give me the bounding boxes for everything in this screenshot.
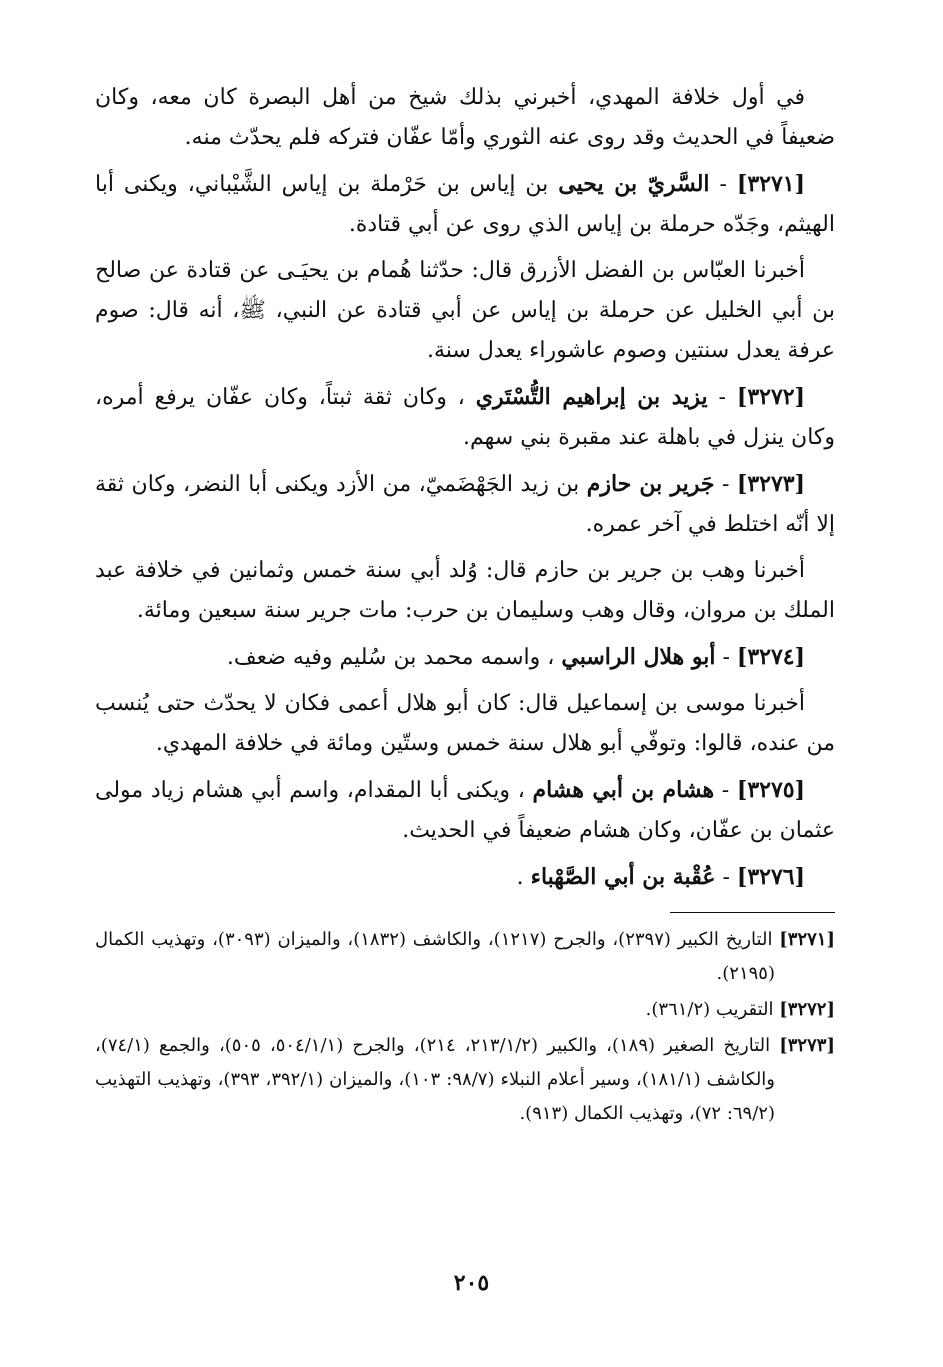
main-text [95, 78, 835, 898]
footnote-text: التاريخ الصغير (١٨٩)، والكبير (٢١٣/١/٢، ٢١٤)، والجرح (٥٠٤/١/١، ٥٠٥)، والجمع (٧٤/١)، والكاشف (١٨١/١)، وسير أعلام النبلاء (٩٨/٧: ١٠٣)، والميزان (٣٩٢/١، ٣٩٣)، وتهذيب التهذيب (٦٩/٢: ٧٢)، وتهذيب الكمال (٩١٣). [95, 1035, 775, 1124]
paragraph: أخبرنا موسى بن إسماعيل قال: كان أبو هلال أعمى فكان لا يحدّث حتى يُنسب من عنده، قالوا: وتوفّي أبو هلال سنة خمس وستّين ومائة في خلافة المهدي. [95, 691, 835, 756]
entry-number: [٣٢٧٤] [736, 644, 805, 670]
entry-number: [٣٢٧٢] [736, 384, 805, 410]
biography-entry: [٣٢٧٢] - يزيد بن إبراهيم التُّسْتَري ، وكان ثقة ثبتاً، وكان عفّان يرفع أمره، وكان ينزل في باهلة عند مقبرة بني سهم. [95, 384, 835, 450]
footnote-separator [670, 912, 835, 913]
entry-text: بن زيد الجَهْضَميّ، من الأزد ويكنى أبا النضر، وكان ثقة إلا أنّه اختلط في آخر عمره. [95, 472, 835, 537]
entry-name: جَرير بن حازم [586, 471, 715, 497]
entry-text: ، ويكنى أبا المقدام، واسم أبي هشام زياد مولى عثمان بن عفّان، وكان هشام ضعيفاً في الحديث. [95, 778, 835, 843]
entry-number: [٣٢٧٣] [736, 471, 805, 497]
page-number: ٢٠٥ [453, 1270, 490, 1296]
footnote-text: التاريخ الكبير (٢٣٩٧)، والجرح (١٢١٧)، والكاشف (١٨٣٢)، والميزان (٣٠٩٣)، وتهذيب الكمال (٢١٩٥). [95, 929, 775, 984]
biography-entry: [٣٢٧٣] - جَرير بن حازم بن زيد الجَهْضَميّ، من الأزد ويكنى أبا النضر، وكان ثقة إلا أنّه اختلط في آخر عمره. [95, 471, 835, 537]
entry-name: عُقْبة بن أبي الصَّهْباء [530, 864, 716, 890]
footnote [95, 993, 835, 1027]
entry-number: [٣٢٧٥] [736, 777, 805, 803]
entry-text: ، وكان ثقة ثبتاً، وكان عفّان يرفع أمره، وكان ينزل في باهلة عند مقبرة بني سهم. [95, 385, 835, 450]
paragraph: أخبرنا وهب بن جرير بن حازم قال: وُلد أبي سنة خمس وثمانين في خلافة عبد الملك بن مروان، وقال وهب وسليمان بن حرب: مات جرير سنة سبعين ومائة. [95, 558, 835, 623]
paragraph: أخبرنا العبّاس بن الفضل الأزرق قال: حدّثنا هُمام بن يحيَـى عن قتادة عن صالح بن أبي الخليل عن حرملة بن إياس عن أبي قتادة عن النبي، ﷺ، أنه قال: صوم عرفة يعدل سنتين وصوم عاشوراء يعدل سنة. [95, 258, 835, 363]
entry-name: أبو هلال الراسبي [561, 644, 716, 670]
biography-entry: [٣٢٧٤] - أبو هلال الراسبي ، واسمه محمد بن سُليم وفيه ضعف. [226, 644, 805, 670]
footnote-number: [٣٢٧١] [779, 929, 835, 950]
biography-entry: [٣٢٧٦] - عُقْبة بن أبي الصَّهْباء . [516, 864, 805, 890]
entry-number: [٣٢٧٦] [736, 864, 805, 890]
entry-text: بن إياس بن حَرْملة بن إياس الشَّيْباني، ويكنى أبا الهيثم، وجَدّه حرملة بن إياس الذي روى عن أبي قتادة. [95, 172, 835, 237]
biography-entry: [٣٢٧٥] - هشام بن أبي هشام ، ويكنى أبا المقدام، واسم أبي هشام زياد مولى عثمان بن عفّان، وكان هشام ضعيفاً في الحديث. [95, 777, 835, 843]
footnote [95, 923, 835, 991]
footnote [95, 1029, 835, 1131]
entry-number: [٣٢٧١] [736, 171, 805, 197]
entry-text: . [516, 865, 524, 890]
entry-name: هشام بن أبي هشام [532, 777, 715, 803]
footnote-number: [٣٢٧٢] [779, 999, 835, 1020]
footnote-text: التقريب (٣٦١/٢). [645, 999, 774, 1020]
footnotes [95, 923, 835, 1131]
entry-name: يزيد بن إبراهيم التُّسْتَري [475, 384, 708, 410]
biography-entry: [٣٢٧١] - السَّريّ بن يحيى بن إياس بن حَرْملة بن إياس الشَّيْباني، ويكنى أبا الهيثم، وجَدّه حرملة بن إياس الذي روى عن أبي قتادة. [95, 171, 835, 237]
entry-text: ، واسمه محمد بن سُليم وفيه ضعف. [226, 645, 555, 670]
entry-name: السَّريّ بن يحيى [558, 171, 710, 197]
paragraph: في أول خلافة المهدي، أخبرني بذلك شيخ من أهل البصرة كان معه، وكان ضعيفاً في الحديث وقد روى عنه الثوري وأمّا عفّان فتركه فلم يحدّث منه. [95, 85, 835, 150]
footnote-number: [٣٢٧٣] [779, 1035, 835, 1056]
